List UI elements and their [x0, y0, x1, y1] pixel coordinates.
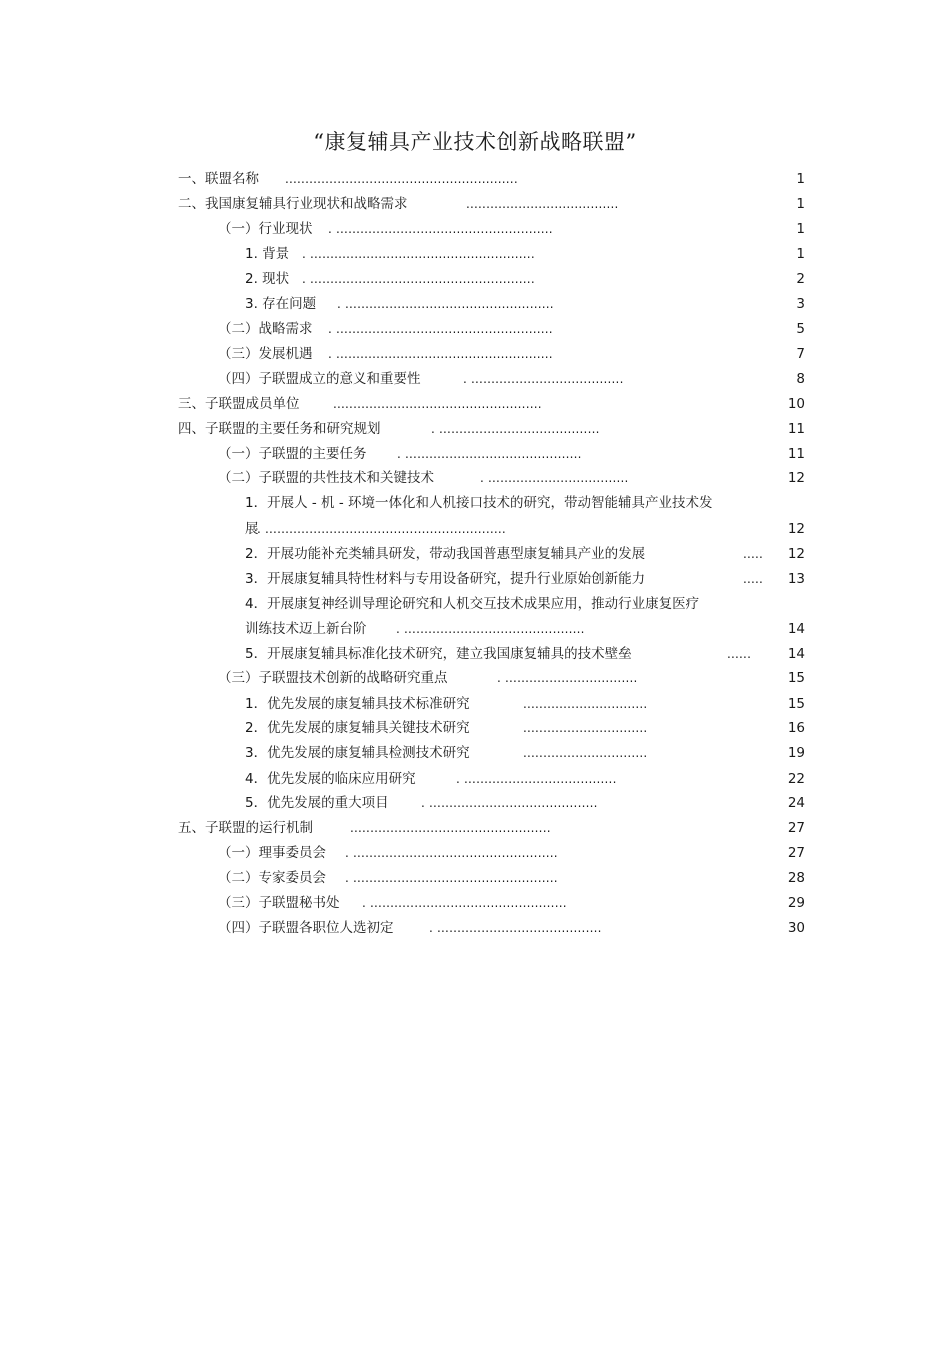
- toc-entry-text: 2．优先发展的康复辅具关键技术研究: [245, 720, 470, 736]
- toc-entry-text: （四）子联盟各职位人选初定: [218, 920, 394, 936]
- toc-leader-dots: . ......................................................: [328, 347, 553, 361]
- toc-leader-dots: . ............................................: [397, 447, 582, 461]
- toc-entry-text: 二、我国康复辅具行业现状和战略需求: [178, 196, 408, 212]
- toc-leader-dots: . ......................................: [463, 372, 624, 386]
- toc-entry-text: （一）子联盟的主要任务: [218, 446, 367, 462]
- document-title: “康复辅具产业技术创新战略联盟”: [313, 130, 637, 154]
- toc-page-number: 12: [787, 521, 805, 537]
- toc-leader-dots: . ...................................: [480, 471, 629, 485]
- toc-entry-text: 3．开展康复辅具特性材料与专用设备研究，提升行业原始创新能力: [245, 571, 646, 587]
- toc-entry-text: 5．开展康复辅具标准化技术研究，建立我国康复辅具的技术壁垒: [245, 646, 632, 662]
- toc-page-number: 2: [796, 271, 805, 287]
- toc-page-number: 16: [787, 720, 805, 736]
- toc-entry-text: 2．开展功能补充类辅具研发，带动我国普惠型康复辅具产业的发展: [245, 546, 646, 562]
- toc-leader-dots: ......: [727, 647, 752, 661]
- toc-leader-dots: . ...................................................: [345, 871, 558, 885]
- toc-leader-dots: . ..........................................: [421, 796, 598, 810]
- toc-page-number: 24: [787, 795, 805, 811]
- toc-leader-dots: . .................................................: [362, 896, 567, 910]
- toc-entry-text: （一）理事委员会: [218, 845, 326, 861]
- toc-page-number: 28: [787, 870, 805, 886]
- toc-page-number: 3: [796, 296, 805, 312]
- toc-leader-dots: . .............................................: [396, 622, 585, 636]
- toc-page-number: 22: [787, 771, 805, 787]
- toc-entry-text: （二）战略需求: [218, 321, 313, 337]
- toc-entry-text: （一）行业现状: [218, 221, 313, 237]
- toc-entry-text: （三）发展机遇: [218, 346, 313, 362]
- toc-page-number: 1: [796, 246, 805, 262]
- toc-leader-dots: . .........................................: [429, 921, 602, 935]
- toc-page-number: 29: [787, 895, 805, 911]
- toc-leader-dots: ...............................: [523, 697, 648, 711]
- toc-entry-text: 5．优先发展的重大项目: [245, 795, 389, 811]
- toc-leader-dots: . ...................................................: [345, 846, 558, 860]
- toc-leader-dots: .....: [743, 572, 764, 586]
- toc-page-number: 1: [796, 221, 805, 237]
- toc-entry-text: 4．优先发展的临床应用研究: [245, 771, 416, 787]
- toc-entry-text: （三）子联盟技术创新的战略研究重点: [218, 670, 448, 686]
- toc-page-number: 5: [796, 321, 805, 337]
- toc-entry-text: （四）子联盟成立的意义和重要性: [218, 371, 421, 387]
- toc-page-number: 30: [787, 920, 805, 936]
- toc-entry-text: 五、子联盟的运行机制: [178, 820, 313, 836]
- toc-page-number: 27: [787, 845, 805, 861]
- toc-entry-text: 四、子联盟的主要任务和研究规划: [178, 421, 381, 437]
- toc-page-number: 8: [796, 371, 805, 387]
- toc-page-number: 1: [796, 196, 805, 212]
- toc-leader-dots: . .................................: [497, 671, 638, 685]
- toc-entry-text: （二）专家委员会: [218, 870, 326, 886]
- toc-entry-text: 1．优先发展的康复辅具技术标准研究: [245, 696, 470, 712]
- toc-entry-text: 3．优先发展的康复辅具检测技术研究: [245, 745, 470, 761]
- toc-leader-dots: . ........................................................: [302, 272, 535, 286]
- toc-leader-dots: . ............................................................: [257, 522, 506, 536]
- toc-entry-text: 1．开展人 - 机 - 环境一体化和人机接口技术的研究，带动智能辅具产业技术发: [245, 495, 713, 511]
- toc-page-number: 27: [787, 820, 805, 836]
- toc-page-number: 14: [787, 621, 805, 637]
- toc-leader-dots: . ......................................................: [328, 322, 553, 336]
- toc-leader-dots: ......................................: [466, 197, 619, 211]
- toc-leader-dots: ....................................................: [333, 397, 542, 411]
- toc-entry-text: 2. 现状: [245, 271, 290, 287]
- toc-leader-dots: . ......................................: [456, 772, 617, 786]
- toc-entry-text: 一、联盟名称: [178, 171, 259, 187]
- toc-page-number: 12: [787, 470, 805, 486]
- toc-leader-dots: ..................................................: [350, 821, 551, 835]
- toc-page-number: 11: [787, 446, 805, 462]
- toc-entry-text: 训练技术迈上新台阶: [245, 621, 367, 637]
- toc-leader-dots: ...............................: [523, 746, 648, 760]
- toc-leader-dots: ...............................: [523, 721, 648, 735]
- toc-page-number: 14: [787, 646, 805, 662]
- toc-entry-text: 4．开展康复神经训导理论研究和人机交互技术成果应用，推动行业康复医疗: [245, 596, 700, 612]
- toc-leader-dots: . ........................................: [431, 422, 600, 436]
- toc-page-number: 19: [787, 745, 805, 761]
- toc-entry-text: （三）子联盟秘书处: [218, 895, 340, 911]
- toc-entry-text: （二）子联盟的共性技术和关键技术: [218, 470, 434, 486]
- toc-entry-text: 三、子联盟成员单位: [178, 396, 300, 412]
- toc-page-number: 15: [787, 670, 805, 686]
- toc-page-number: 1: [796, 171, 805, 187]
- toc-leader-dots: . ........................................................: [302, 247, 535, 261]
- toc-page-number: 10: [787, 396, 805, 412]
- toc-page-number: 7: [796, 346, 805, 362]
- toc-entry-text: 1. 背景: [245, 246, 290, 262]
- toc-leader-dots: .....: [743, 547, 764, 561]
- toc-leader-dots: . ....................................................: [337, 297, 554, 311]
- toc-entry-text: 3. 存在问题: [245, 296, 317, 312]
- toc-page-number: 13: [787, 571, 805, 587]
- toc-leader-dots: . ......................................................: [328, 222, 553, 236]
- toc-entry-text: 展: [245, 521, 259, 537]
- toc-page-number: 15: [787, 696, 805, 712]
- toc-page-number: 12: [787, 546, 805, 562]
- toc-leader-dots: ..........................................................: [285, 172, 518, 186]
- toc-page-number: 11: [787, 421, 805, 437]
